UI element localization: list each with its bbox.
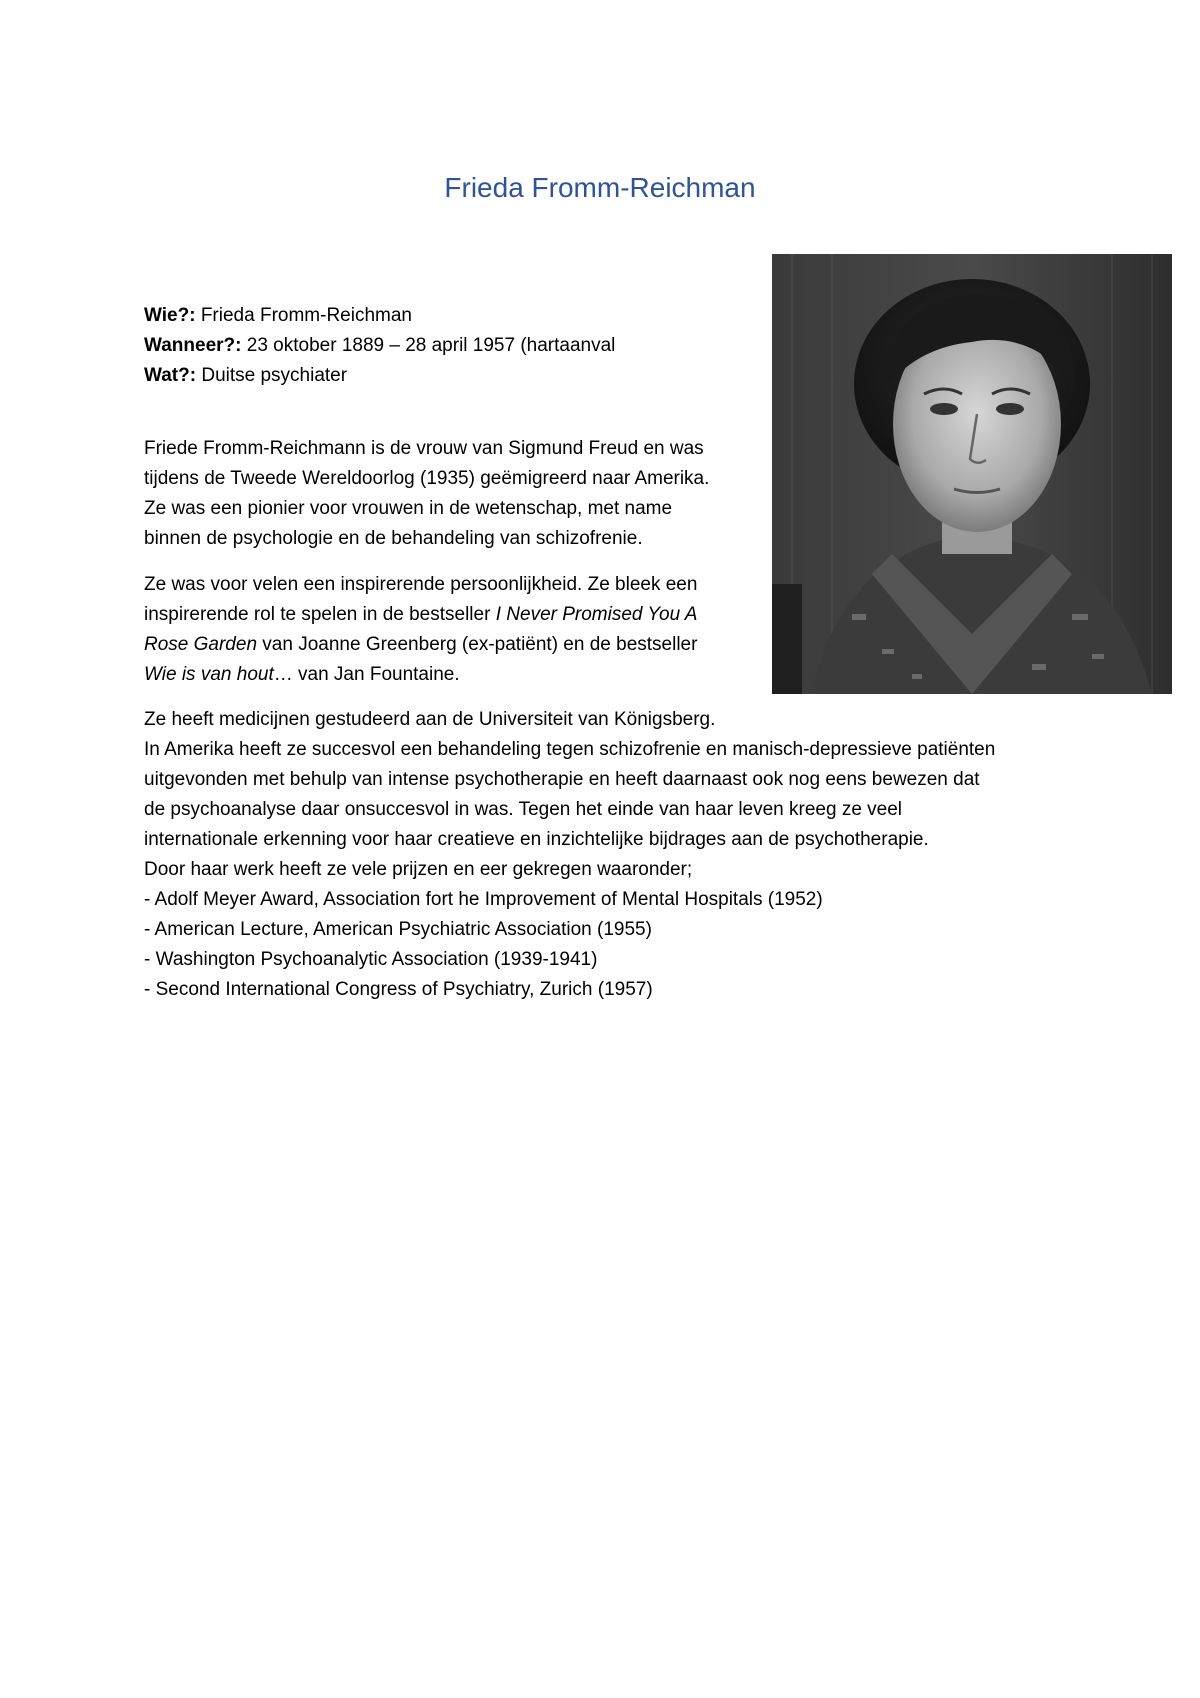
career-line: internationale erkenning voor haar creatieve en inzichtelijke bijdrages aan de psychotherapie. — [144, 829, 929, 850]
when-value: 23 oktober 1889 – 28 april 1957 (hartaanval — [241, 335, 616, 356]
page-title: Frieda Fromm-Reichman — [444, 172, 756, 203]
who-value: Frieda Fromm-Reichman — [195, 305, 412, 326]
meta-info — [144, 301, 615, 391]
inspiration-paragraph — [144, 570, 697, 690]
intro-line: binnen de psychologie en de behandeling van schizofrenie. — [144, 528, 643, 549]
inspiration-line — [144, 660, 697, 690]
intro-line: Friede Fromm-Reichmann is de vrouw van Sigmund Freud en was — [144, 438, 704, 459]
book-title: Rose Garden — [144, 634, 258, 655]
career-paragraph — [144, 705, 995, 1005]
career-line: uitgevonden met behulp van intense psychotherapie en heeft daarnaast ook nog eens bewezen dat — [144, 769, 980, 790]
inspiration-line: Ze was voor velen een inspirerende persoonlijkheid. Ze bleek een — [144, 574, 698, 595]
intro-paragraph — [144, 434, 709, 554]
inspiration-line — [144, 630, 697, 660]
book-title: I Never Promised You A — [495, 604, 698, 625]
award-item: - Second International Congress of Psychiatry, Zurich (1957) — [144, 979, 653, 1000]
when-label: Wanneer?: — [144, 335, 242, 356]
award-item: - Adolf Meyer Award, Association fort he Improvement of Mental Hospitals (1952) — [144, 889, 823, 910]
inspiration-line — [144, 600, 697, 630]
award-item: - Washington Psychoanalytic Association (1939-1941) — [144, 949, 598, 970]
what-label: Wat?: — [144, 365, 197, 386]
what-line — [144, 361, 615, 391]
career-line: de psychoanalyse daar onsuccesvol in was. Tegen het einde van haar leven kreeg ze veel — [144, 799, 903, 820]
award-item: - American Lecture, American Psychiatric Association (1955) — [144, 919, 652, 940]
who-line — [144, 301, 615, 331]
book-title: Wie is van hout — [144, 664, 274, 685]
career-line: In Amerika heeft ze succesvol een behandeling tegen schizofrenie en manisch-depressieve patiënten — [144, 739, 996, 760]
who-label: Wie?: — [144, 305, 196, 326]
inspiration-text: van Joanne Greenberg (ex-patiënt) en de bestseller — [257, 634, 698, 655]
career-line: Door haar werk heeft ze vele prijzen en eer gekregen waaronder; — [144, 859, 693, 880]
intro-line: Ze was een pionier voor vrouwen in de wetenschap, met name — [144, 498, 673, 519]
inspiration-text: inspirerende rol te spelen in de bestseller — [144, 604, 496, 625]
portrait-photo — [772, 254, 1172, 694]
intro-line: tijdens de Tweede Wereldoorlog (1935) geëmigreerd naar Amerika. — [144, 468, 710, 489]
what-value: Duitse psychiater — [196, 365, 348, 386]
portrait-image — [772, 254, 1172, 694]
inspiration-text: … van Jan Fountaine. — [273, 664, 460, 685]
career-line: Ze heeft medicijnen gestudeerd aan de Universiteit van Königsberg. — [144, 709, 716, 730]
when-line — [144, 331, 615, 361]
